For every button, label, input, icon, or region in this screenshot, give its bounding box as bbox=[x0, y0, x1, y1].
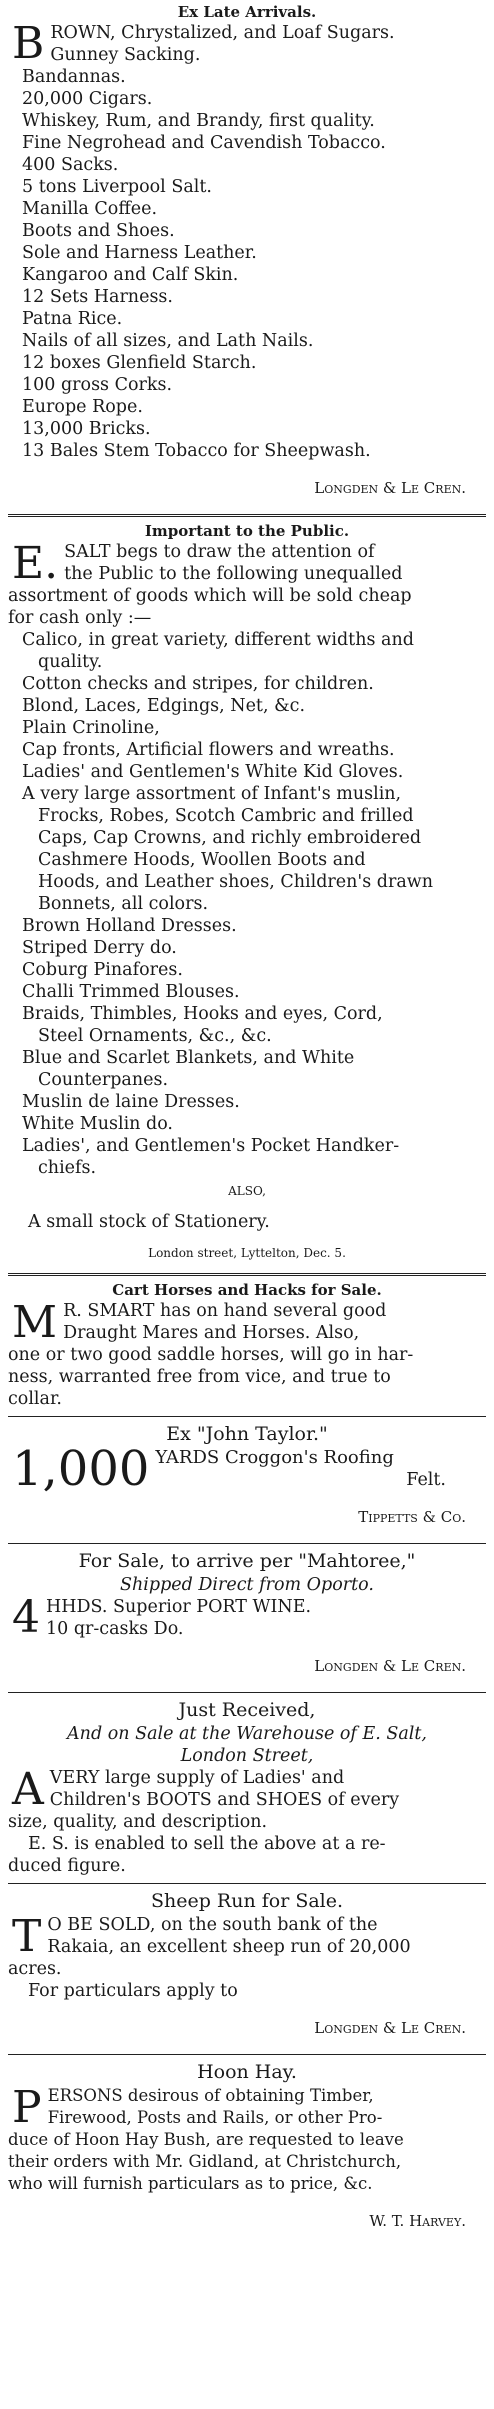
advert-line: VERY large supply of Ladies' and bbox=[49, 1768, 345, 1788]
advert-heading: Sheep Run for Sale. bbox=[150, 1890, 344, 1912]
list-item: Braids, Thimbles, Hooks and eyes, Cord, bbox=[22, 1004, 383, 1024]
advert-line: A small stock of Stationery. bbox=[28, 1212, 270, 1232]
advert-also: ALSO, bbox=[228, 1184, 266, 1198]
advert-line: Rakaia, an excellent sheep run of 20,000 bbox=[47, 1937, 411, 1957]
advert-line: Felt. bbox=[406, 1470, 446, 1490]
advert-mahtoree bbox=[8, 1548, 486, 1677]
list-item: Ladies' and Gentlemen's White Kid Gloves. bbox=[22, 762, 404, 782]
list-item: White Muslin do. bbox=[22, 1114, 173, 1134]
list-item: 12 Sets Harness. bbox=[22, 287, 173, 307]
advert-heading: Hoon Hay. bbox=[197, 2061, 297, 2083]
advert-signature: Longden & Le Cren. bbox=[314, 2019, 466, 2037]
list-item: Bonnets, all colors. bbox=[38, 894, 209, 914]
big-number: 1,000 bbox=[12, 1441, 150, 1497]
advert-hoon-hay bbox=[8, 2059, 486, 2232]
list-item: Kangaroo and Calf Skin. bbox=[22, 265, 239, 285]
divider bbox=[8, 1416, 486, 1417]
advert-line: SALT begs to draw the attention of bbox=[64, 542, 375, 562]
divider bbox=[8, 1692, 486, 1693]
list-item: Calico, in great variety, different widths and bbox=[22, 630, 414, 650]
divider bbox=[8, 1543, 486, 1544]
newspaper-column bbox=[8, 0, 486, 2247]
drop-cap: T bbox=[12, 1911, 42, 1962]
list-item: Patna Rice. bbox=[22, 309, 123, 329]
list-item: Hoods, and Leather shoes, Children's drawn bbox=[38, 872, 434, 892]
list-item: Bandannas. bbox=[22, 67, 126, 87]
drop-cap: E. bbox=[12, 538, 59, 589]
advert-signature: W. T. Harvey. bbox=[369, 2212, 466, 2230]
advert-line: collar. bbox=[8, 1389, 62, 1409]
advert-sheep-run bbox=[8, 1888, 486, 2039]
list-item: 400 Sacks. bbox=[22, 155, 119, 175]
advert-heading: For Sale, to arrive per "Mahtoree," bbox=[78, 1550, 416, 1572]
advert-line: Gunney Sacking. bbox=[50, 45, 201, 65]
list-item: Coburg Pinafores. bbox=[22, 960, 183, 980]
list-item: Cashmere Hoods, Woollen Boots and bbox=[38, 850, 366, 870]
advert-cart-horses bbox=[8, 1280, 486, 1410]
divider bbox=[8, 514, 486, 517]
list-item: 13 Bales Stem Tobacco for Sheepwash. bbox=[22, 441, 371, 461]
advert-john-taylor bbox=[8, 1421, 486, 1528]
item-list bbox=[8, 629, 486, 1179]
advert-line: R. SMART has on hand several good bbox=[63, 1301, 387, 1321]
advert-line: for cash only :— bbox=[8, 608, 152, 628]
list-item: quality. bbox=[38, 652, 103, 672]
drop-cap: P bbox=[12, 2082, 42, 2133]
list-item: Whiskey, Rum, and Brandy, first quality. bbox=[22, 111, 375, 131]
advert-important-to-public bbox=[8, 521, 486, 1261]
advert-subheading: Shipped Direct from Oporto. bbox=[120, 1575, 374, 1595]
advert-line: duced figure. bbox=[8, 1856, 126, 1876]
advert-line: ness, warranted free from vice, and true to bbox=[8, 1367, 391, 1387]
advert-line: 10 qr-casks Do. bbox=[46, 1619, 184, 1639]
advert-line: E. S. is enabled to sell the above at a re- bbox=[28, 1834, 386, 1854]
advert-line: Firewood, Posts and Rails, or other Pro- bbox=[47, 2108, 383, 2127]
list-item: Ladies', and Gentlemen's Pocket Handker- bbox=[22, 1136, 400, 1156]
list-item: 5 tons Liverpool Salt. bbox=[22, 177, 212, 197]
list-item: 13,000 Bricks. bbox=[22, 419, 151, 439]
item-list bbox=[8, 66, 486, 462]
big-number: 4 bbox=[12, 1592, 40, 1643]
advert-line: Children's BOOTS and SHOES of every bbox=[49, 1790, 400, 1810]
advert-heading: Just Received, bbox=[178, 1699, 316, 1721]
drop-cap: M bbox=[12, 1297, 58, 1348]
list-item: Steel Ornaments, &c., &c. bbox=[38, 1026, 272, 1046]
advert-line: ERSONS desirous of obtaining Timber, bbox=[47, 2086, 374, 2105]
advert-line: ROWN, Chrystalized, and Loaf Sugars. bbox=[50, 23, 395, 43]
advert-line: who will furnish particulars as to price, &c. bbox=[8, 2174, 373, 2193]
advert-heading: Ex "John Taylor." bbox=[166, 1423, 328, 1445]
list-item: Blue and Scarlet Blankets, and White bbox=[22, 1048, 355, 1068]
list-item: Frocks, Robes, Scotch Cambric and frilled bbox=[38, 806, 414, 826]
advert-just-received bbox=[8, 1697, 486, 1877]
list-item: Caps, Cap Crowns, and richly embroidered bbox=[38, 828, 422, 848]
advert-line: assortment of goods which will be sold cheap bbox=[8, 586, 412, 606]
list-item: Brown Holland Dresses. bbox=[22, 916, 237, 936]
list-item: Challi Trimmed Blouses. bbox=[22, 982, 240, 1002]
advert-line: duce of Hoon Hay Bush, are requested to leave bbox=[8, 2130, 404, 2149]
advert-heading: Important to the Public. bbox=[144, 522, 350, 540]
list-item: Europe Rope. bbox=[22, 397, 143, 417]
divider bbox=[8, 2054, 486, 2055]
advert-signature: Tippetts & Co. bbox=[358, 1508, 466, 1526]
list-item: Fine Negrohead and Cavendish Tobacco. bbox=[22, 133, 386, 153]
advert-heading: Cart Horses and Hacks for Sale. bbox=[112, 1281, 382, 1299]
advert-signature: Longden & Le Cren. bbox=[314, 479, 466, 497]
divider bbox=[8, 1883, 486, 1884]
list-item: 100 gross Corks. bbox=[22, 375, 173, 395]
advert-line: YARDS Croggon's Roofing bbox=[155, 1447, 394, 1468]
list-item: Nails of all sizes, and Lath Nails. bbox=[22, 331, 314, 351]
list-item: Sole and Harness Leather. bbox=[22, 243, 257, 263]
advert-signature: Longden & Le Cren. bbox=[314, 1657, 466, 1675]
list-item: 20,000 Cigars. bbox=[22, 89, 153, 109]
advert-line: For particulars apply to bbox=[28, 1981, 238, 2001]
list-item: Muslin de laine Dresses. bbox=[22, 1092, 240, 1112]
advert-line: their orders with Mr. Gidland, at Christchurch, bbox=[8, 2152, 402, 2171]
list-item: Plain Crinoline, bbox=[22, 718, 160, 738]
drop-cap: A bbox=[12, 1764, 44, 1815]
advert-heading: Ex Late Arrivals. bbox=[177, 3, 317, 21]
list-item: 12 boxes Glenfield Starch. bbox=[22, 353, 257, 373]
list-item: Boots and Shoes. bbox=[22, 221, 175, 241]
list-item: Blond, Laces, Edgings, Net, &c. bbox=[22, 696, 306, 716]
list-item: chiefs. bbox=[38, 1158, 97, 1178]
advert-address: London street, Lyttelton, Dec. 5. bbox=[148, 1246, 346, 1260]
advert-line: size, quality, and description. bbox=[8, 1812, 268, 1832]
drop-cap: B bbox=[12, 18, 45, 69]
advert-line: one or two good saddle horses, will go in har- bbox=[8, 1345, 414, 1365]
list-item: Manilla Coffee. bbox=[22, 199, 158, 219]
advert-line: Draught Mares and Horses. Also, bbox=[63, 1323, 360, 1343]
advert-line: HHDS. Superior PORT WINE. bbox=[46, 1597, 312, 1617]
list-item: Striped Derry do. bbox=[22, 938, 177, 958]
advert-subheading: London Street, bbox=[180, 1746, 314, 1766]
list-item: Counterpanes. bbox=[38, 1070, 169, 1090]
advert-ex-late-arrivals bbox=[8, 0, 486, 499]
advert-line: the Public to the following unequalled bbox=[64, 564, 403, 584]
advert-subheading: And on Sale at the Warehouse of E. Salt, bbox=[67, 1724, 427, 1744]
advert-line: O BE SOLD, on the south bank of the bbox=[47, 1915, 378, 1935]
list-item: Cotton checks and stripes, for children. bbox=[22, 674, 374, 694]
advert-line: acres. bbox=[8, 1959, 62, 1979]
list-item: Cap fronts, Artificial flowers and wreaths. bbox=[22, 740, 395, 760]
divider bbox=[8, 1273, 486, 1276]
list-item: A very large assortment of Infant's muslin, bbox=[22, 784, 402, 804]
